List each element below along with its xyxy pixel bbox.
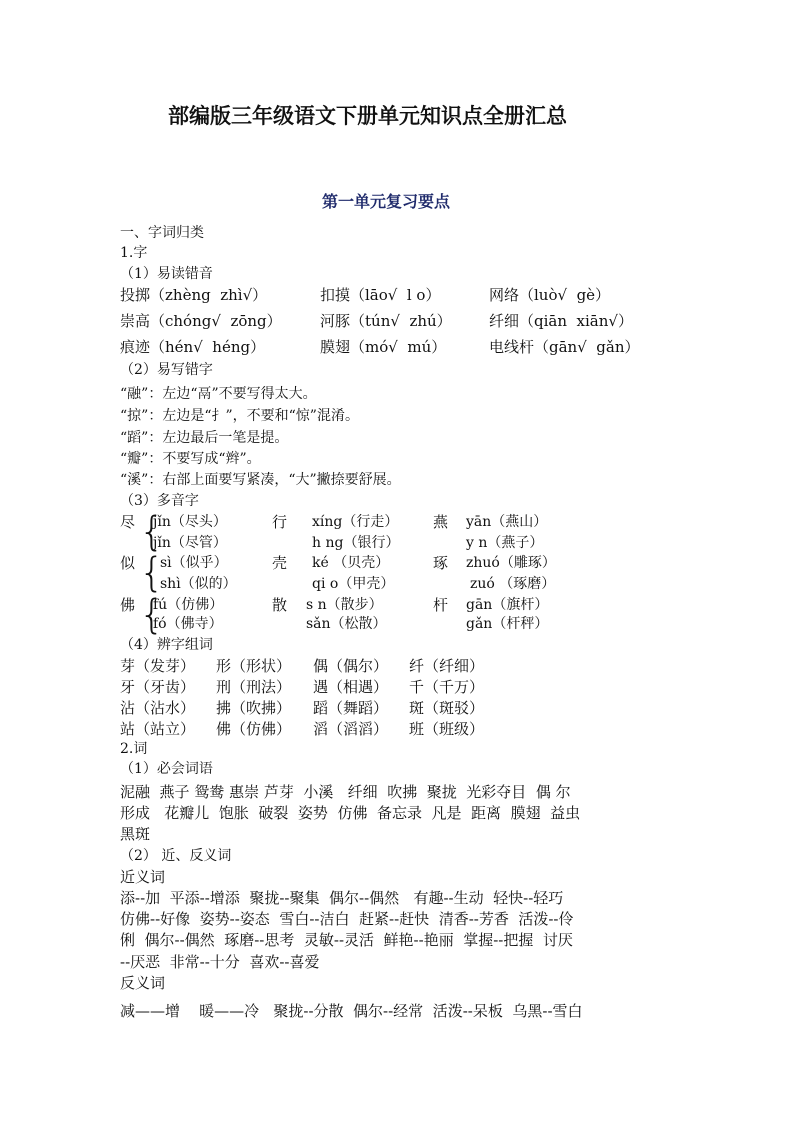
polyphone-reading: shì（似的） <box>160 576 237 592</box>
polyphone-reading: h ng（银行） <box>312 535 400 551</box>
distinguish-item: 牙（牙齿） <box>120 678 196 696</box>
pron-item: 电线杆（gān√ gǎn） <box>489 338 640 356</box>
distinguish-item: 形（形状） <box>216 657 292 675</box>
polyphone-char: 似 <box>120 554 136 572</box>
polyphone-char: 杆 <box>433 596 449 614</box>
polyphone-reading: y n（燕子） <box>466 535 544 551</box>
polyphone-char: 行 <box>272 513 288 531</box>
distinguish-item: 纤（纤细） <box>409 657 485 675</box>
polyphone-reading: sǎn（松散） <box>306 616 387 632</box>
polyphone-char: 琢 <box>433 554 449 572</box>
distinguish-item: 站（站立） <box>120 720 196 738</box>
polyphone-reading: xíng（行走） <box>312 514 399 530</box>
word-line: 黑斑 <box>120 825 151 843</box>
subheading-distinguish: （4）辨字组词 <box>120 637 213 653</box>
distinguish-item: 滔（滔滔） <box>313 720 389 738</box>
distinguish-item: 刑（刑法） <box>216 678 292 696</box>
word-line: 形成 花瓣儿 饱胀 破裂 姿势 仿佛 备忘录 凡是 距离 膜翅 益虫 <box>120 804 581 822</box>
write-note: “融”：左边“鬲”不要写得太大。 <box>120 386 317 402</box>
subheading-characters: 1.字 <box>120 245 148 261</box>
polyphone-reading: zuó （琢磨） <box>470 576 556 592</box>
unit-title: 第一单元复习要点 <box>322 192 451 211</box>
subheading-synonym-antonym: （2） 近、反义词 <box>120 848 232 864</box>
subheading-easy-write: （2）易写错字 <box>120 362 213 378</box>
polyphone-reading: gǎn（杆秤） <box>466 616 549 632</box>
polyphone-reading: jǐn（尽管） <box>153 535 227 551</box>
brace-icon: { <box>139 550 165 596</box>
distinguish-item: 拂（吹拂） <box>216 699 292 717</box>
synonym-line: --厌恶 非常--十分 喜欢--喜爱 <box>120 953 320 971</box>
polyphone-reading: yān（燕山） <box>466 514 548 530</box>
polyphone-reading: jǐn（尽头） <box>153 514 227 530</box>
pron-item: 纤细（qiān xiān√） <box>489 312 633 330</box>
write-note: “蹈”：左边最后一笔是提。 <box>120 430 289 446</box>
write-note: “掠”：左边是“扌”，不要和“惊”混淆。 <box>120 408 359 424</box>
polyphone-char: 壳 <box>272 554 288 572</box>
polyphone-char: 佛 <box>120 596 136 614</box>
synonym-line: 俐 偶尔--偶然 琢磨--思考 灵敏--灵活 鲜艳--艳丽 掌握--把握 讨厌 <box>120 931 573 949</box>
distinguish-item: 遇（相遇） <box>313 678 389 696</box>
pron-item: 膜翅（mó√ mú） <box>320 338 447 356</box>
subheading-polyphone: （3）多音字 <box>120 493 199 509</box>
document-title: 部编版三年级语文下册单元知识点全册汇总 <box>168 104 567 128</box>
distinguish-item: 偶（偶尔） <box>313 657 389 675</box>
subheading-must-know: （1）必会词语 <box>120 761 213 777</box>
distinguish-item: 千（千万） <box>409 678 485 696</box>
distinguish-item: 沾（沾水） <box>120 699 196 717</box>
distinguish-item: 蹈（舞蹈） <box>313 699 389 717</box>
synonym-line: 仿佛--好像 姿势--姿态 雪白--洁白 赶紧--赶快 清香--芳香 活泼--伶 <box>120 910 574 928</box>
synonym-label: 近义词 <box>120 868 166 886</box>
section-heading: 一、字词归类 <box>120 225 204 241</box>
polyphone-char: 尽 <box>120 513 136 531</box>
polyphone-reading: zhuó（雕琢） <box>466 555 556 571</box>
word-line: 泥融 燕子 鸳鸯 惠崇 芦芽 小溪 纤细 吹拂 聚拢 光彩夺目 偶 尔 <box>120 783 571 801</box>
polyphone-char: 散 <box>272 596 288 614</box>
distinguish-item: 芽（发芽） <box>120 657 196 675</box>
polyphone-reading: fú（仿佛） <box>153 597 224 613</box>
distinguish-item: 斑（斑驳） <box>409 699 485 717</box>
pron-item: 投掷（zhèng zhì√） <box>120 286 268 304</box>
pron-item: 崇高（chóng√ zōng） <box>120 312 282 330</box>
pron-item: 扣摸（lāo√ l o） <box>320 286 441 304</box>
subheading-easy-read: （1）易读错音 <box>120 266 213 282</box>
pron-item: 痕迹（hén√ héng） <box>120 338 266 356</box>
synonym-line: 添--加 平添--增添 聚拢--聚集 偶尔--偶然 有趣--生动 轻快--轻巧 <box>120 889 564 907</box>
distinguish-item: 班（班级） <box>409 720 485 738</box>
polyphone-reading: sì（似乎） <box>160 555 228 571</box>
write-note: “溪”：右部上面要写紧凑，“大”撇捺要舒展。 <box>120 472 401 488</box>
polyphone-reading: s n（散步） <box>306 597 383 613</box>
brace-icon: { <box>139 592 165 638</box>
distinguish-item: 佛（仿佛） <box>216 720 292 738</box>
polyphone-reading: ké （贝壳） <box>312 555 390 571</box>
write-note: “瓣”：不要写成“辫”。 <box>120 451 261 467</box>
pron-item: 网络（luò√ gè） <box>489 286 611 304</box>
polyphone-reading: qi o（甲壳） <box>312 576 395 592</box>
antonym-label: 反义词 <box>120 974 166 992</box>
subheading-words: 2.词 <box>120 741 148 757</box>
antonym-line: 减——增 暖——冷 聚拢--分散 偶尔--经常 活泼--呆板 乌黑--雪白 <box>120 1002 583 1020</box>
polyphone-char: 燕 <box>433 513 449 531</box>
brace-icon: { <box>139 509 165 555</box>
polyphone-reading: gān（旗杆） <box>466 597 549 613</box>
pron-item: 河豚（tún√ zhú） <box>320 312 452 330</box>
polyphone-reading: fó（佛寺） <box>153 616 223 632</box>
